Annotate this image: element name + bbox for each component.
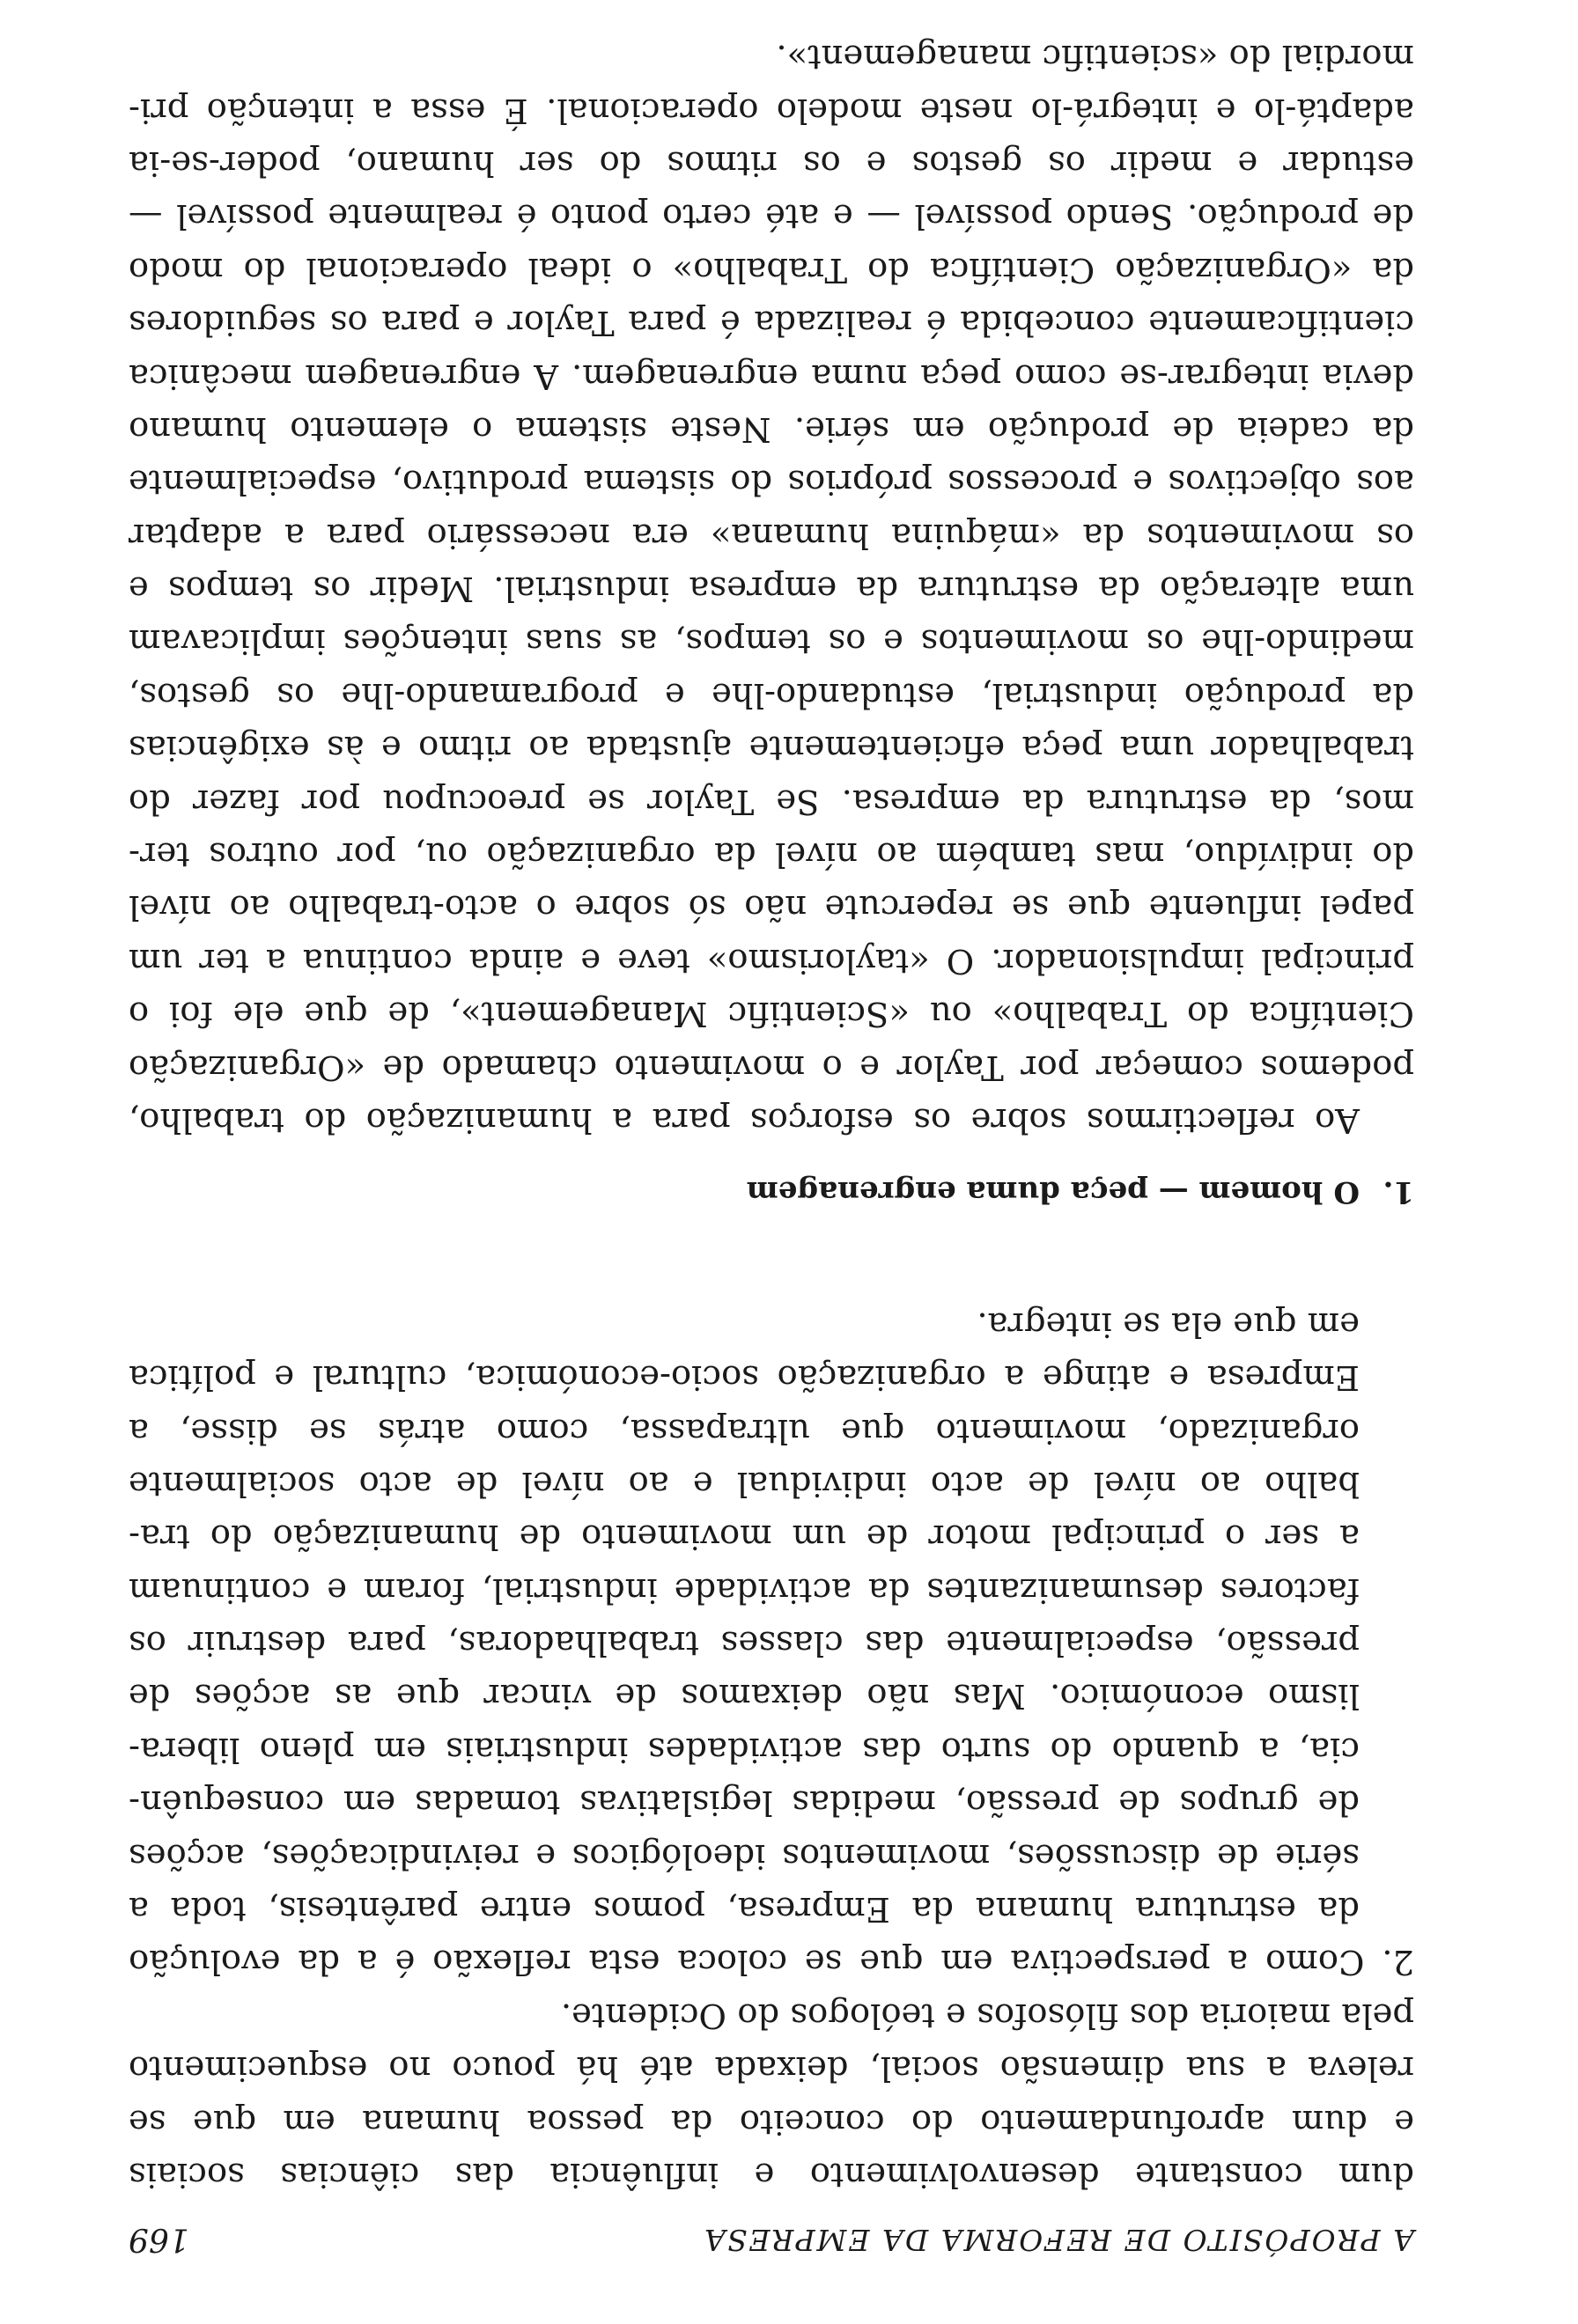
text-line: da cadeia de produção em série. Neste sistema o elemento humano (129, 408, 1414, 449)
text-line: a ser o principal motor de um movimento de humanização do tra- (129, 1517, 1360, 1557)
text-line: 2. Como a perspectiva em que se coloca esta reflexão é a da evolução (129, 1942, 1414, 1982)
text-line: adaptá-lo e integrá-lo neste modelo operacional. É essa a intenção pri- (129, 90, 1414, 130)
text-line: factores desumanizantes da actividade industrial, foram e continuam (129, 1570, 1360, 1610)
text-line: podemos começar por Taylor e o movimento chamado de «Organização (129, 1047, 1414, 1087)
text-line: de produção. Sendo possível — e até certo ponto é realmente possível — (129, 196, 1414, 237)
section-title: O homem — peça duma engrenagem (746, 1174, 1360, 1210)
text-line: da produção industrial, estudando-lhe e programando-lhe os gestos, (129, 674, 1414, 715)
text-line: medindo-lhe os movimentos e os tempos, as suas intenções implicavam (129, 621, 1414, 662)
text-line: pela maioria dos filósofos e teólogos do Ocidente. (560, 1995, 1414, 2035)
text-line: os movimentos da «máquina humana» era necessário para a adaptar (129, 515, 1414, 555)
text-line: organizado, movimento que ultrapassa, como atrás se disse, a (129, 1410, 1360, 1451)
text-line: releva a sua dimensão social, deixada até há pouco no esquecimento (129, 2048, 1414, 2089)
text-line: e dum aprofundamento do conceito da pessoa humana em que se (129, 2101, 1414, 2142)
text-line: da «Organização Científica do Trabalho» o ideal operacional do modo (129, 249, 1414, 290)
text-line: aos objectivos e processos próprios do sistema produtivo, especialmente (129, 462, 1414, 503)
text-line: papel influente que se repercute não só sobre o acto-trabalho ao nível (129, 887, 1414, 928)
page-number: 169 (129, 2221, 189, 2257)
text-line: Científica do Trabalho» ou «Scientific Management», de que ele foi o (129, 994, 1414, 1034)
text-line: Ao reflectirmos sobre os esforços para a humanização do trabalho, (129, 1100, 1360, 1140)
text-line: uma alteração da estrutura da empresa industrial. Medir os tempos e (129, 569, 1414, 609)
text-line: da estrutura humana da Empresa, pomos entre parêntesis, toda a (129, 1889, 1360, 1930)
text-line: mordial do «scientific management». (776, 37, 1414, 77)
text-line: pressão, especialmente das classes trabalhadoras, para destruir os (129, 1623, 1360, 1664)
paragraph-block-1 (129, 1297, 1414, 2201)
text-line: lismo económico. Mas não deixamos de vincar que as acções de (129, 1676, 1360, 1717)
text-line: mos, da estrutura da empresa. Se Taylor se preocupou por fazer do (129, 781, 1414, 821)
text-line: série de discussões, movimentos ideológicos e reivindicações, acções (129, 1835, 1360, 1876)
text-line: do indivíduo, mas também ao nível da organização ou, por outros ter- (129, 835, 1414, 875)
text-line: dum constante desenvolvimento e influência das ciências sociais (129, 2155, 1414, 2195)
text-line: trabalhador uma peça eficientemente ajustada ao ritmo e às exigências (129, 728, 1414, 769)
text-line: em que ela se integra. (977, 1304, 1360, 1344)
text-line: balho ao nível de acto individual e ao nível de acto socialmente (129, 1463, 1360, 1504)
running-title: A PROPÓSITO DE REFORMA DA EMPRESA (702, 2223, 1414, 2257)
page-header (129, 2213, 1414, 2257)
text-line: Empresa e atinge a organização socio-económica, cultural e política (129, 1357, 1360, 1398)
text-line: de grupos de pressão, medidas legislativas tomadas em consequên- (129, 1783, 1360, 1823)
text-line: cientificamente concebida é realizada é para Taylor e para os seguidores (129, 303, 1414, 343)
text-line: cia, a quando do surto das actividades industriais em pleno libera- (129, 1729, 1360, 1769)
paragraph-block-2 (129, 30, 1414, 1146)
text-line: principal impulsionador. O «taylorismo» teve e ainda continua a ter um (129, 940, 1414, 981)
section-heading (747, 1174, 1414, 1210)
text-line: estudar e medir os gestos e os ritmos do ser humano, poder-se-ia (129, 143, 1414, 183)
text-line: devia integrar-se como peça numa engrenagem. A engrenagem mecânica (129, 356, 1414, 396)
section-number: 1. (1383, 1174, 1414, 1210)
